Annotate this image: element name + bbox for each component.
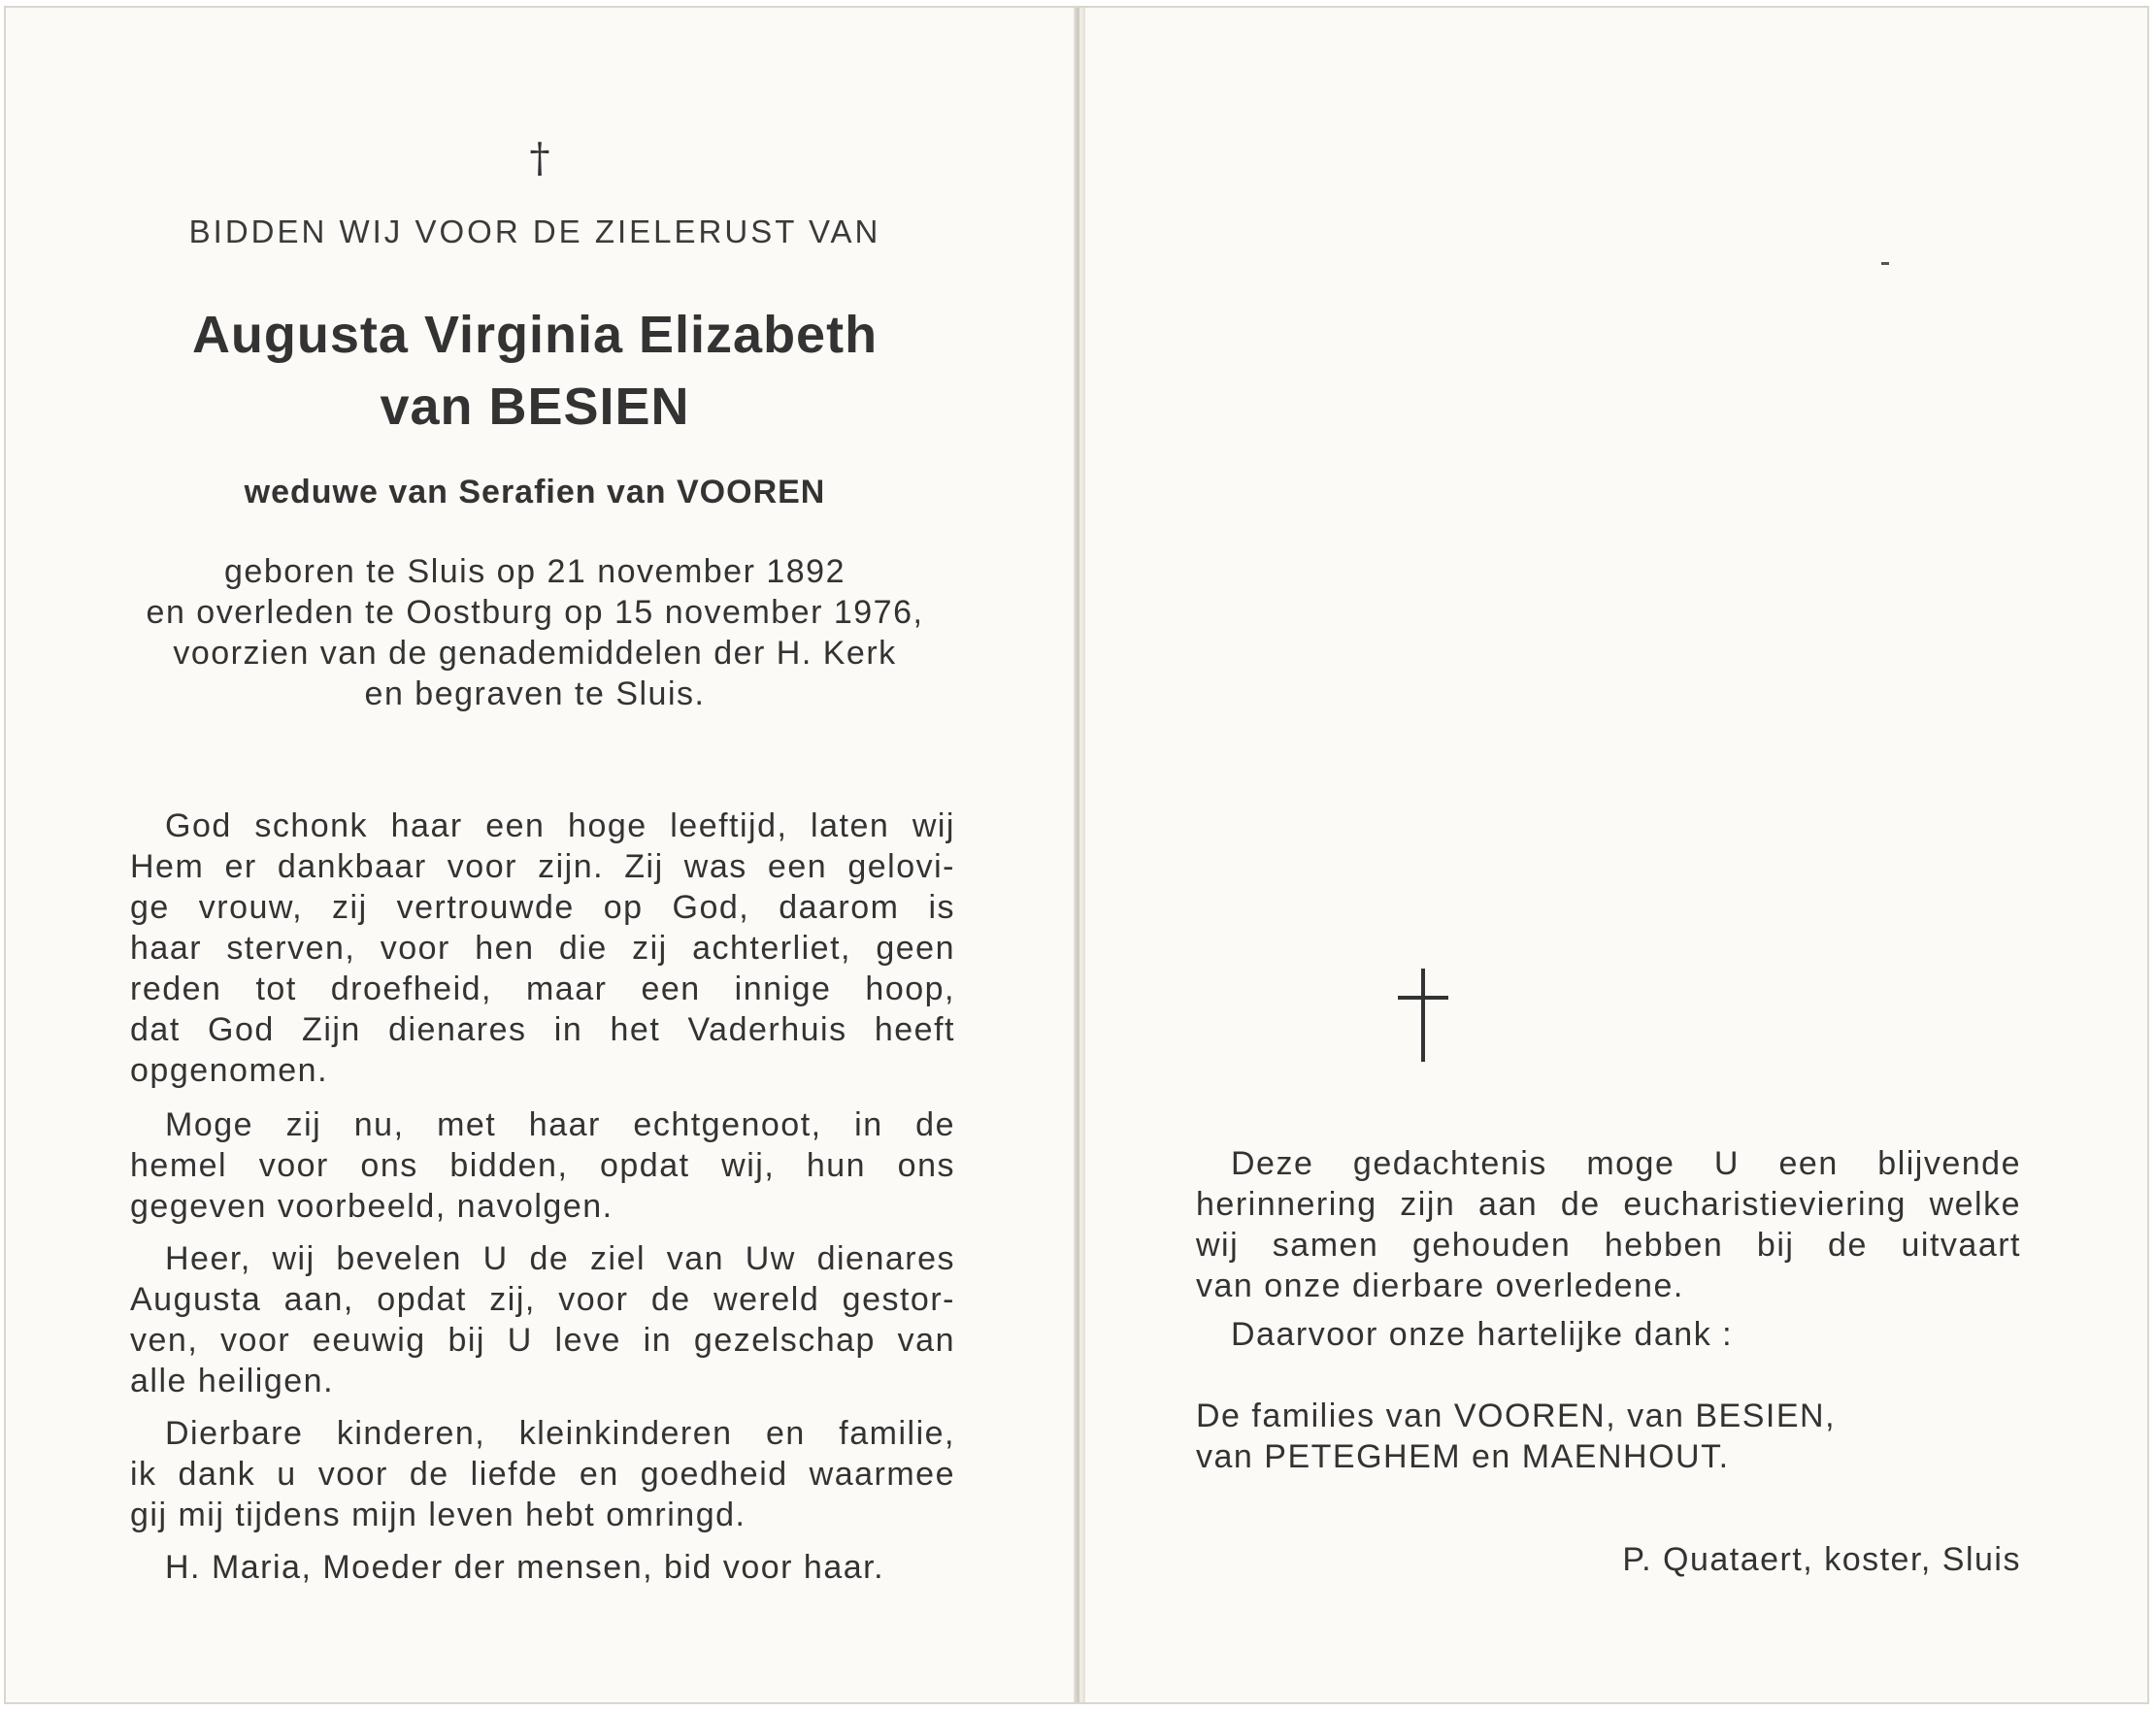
- text-line: haar sterven, voor hen die zij achterliet, geen: [130, 930, 955, 967]
- left-panel: [6, 8, 1072, 1702]
- text-line: De families van VOOREN, van BESIEN,: [1196, 1398, 1837, 1434]
- text-line: H. Maria, Moeder der mensen, bid voor haar.: [165, 1549, 885, 1586]
- paragraph-leeftijd: [130, 806, 955, 1091]
- card-fold: [1074, 8, 1085, 1702]
- paragraph-heer: [130, 1238, 955, 1401]
- print-speck: [1881, 262, 1889, 265]
- text-line: opgenomen.: [130, 1052, 329, 1089]
- text-line: hemel voor ons bidden, opdat wij, hun ons: [130, 1147, 955, 1184]
- life-details: [103, 551, 967, 714]
- text-line: alle heiligen.: [130, 1363, 335, 1399]
- text-line: van PETEGHEM en MAENHOUT.: [1196, 1438, 1730, 1475]
- text-line: wij samen gehouden hebben bij de uitvaart: [1196, 1227, 2021, 1264]
- text-line: van onze dierbare overledene.: [1196, 1267, 1684, 1304]
- life-details-line: voorzien van de genademiddelen der H. Kerk: [173, 635, 897, 672]
- right-panel: [1085, 8, 2149, 1702]
- text-line: Moge zij nu, met haar echtgenoot, in de: [165, 1106, 955, 1143]
- printer-signature: P. Quataert, koster, Sluis: [1622, 1541, 2021, 1578]
- text-line: ge vrouw, zij vertrouwde op God, daarom is: [130, 889, 955, 926]
- text-line: Augusta aan, opdat zij, voor de wereld gestor-: [130, 1281, 955, 1318]
- memorial-card: [4, 6, 2149, 1704]
- text-line: dat God Zijn dienares in het Vaderhuis heeft: [130, 1011, 955, 1048]
- thanks-line: [1196, 1314, 2021, 1355]
- text-line: ven, voor eeuwig bij U leve in gezelschap van: [130, 1322, 955, 1359]
- widow-of-line: weduwe van Serafien van VOOREN: [244, 474, 826, 510]
- text-line: God schonk haar een hoge leeftijd, laten wij: [165, 807, 955, 844]
- text-line: ik dank u voor de liefde en goedheid waarmee: [130, 1456, 955, 1493]
- paragraph-kinderen: [130, 1413, 955, 1535]
- life-details-line: geboren te Sluis op 21 november 1892: [224, 553, 846, 590]
- text-line: gegeven voorbeeld, navolgen.: [130, 1188, 614, 1225]
- paragraph-echtgenoot: [130, 1104, 955, 1227]
- text-line: Hem er dankbaar voor zijn. Zij was een gelovi-: [130, 848, 955, 885]
- closing-prayer: [130, 1547, 955, 1588]
- remembrance-text: [1196, 1143, 2021, 1306]
- text-line: herinnering zijn aan de eucharistieviering welke: [1196, 1186, 2021, 1223]
- deceased-name: [122, 299, 947, 443]
- life-details-line: en begraven te Sluis.: [364, 675, 706, 712]
- small-cross-icon: †: [529, 134, 550, 181]
- deceased-name-line-2: van BESIEN: [380, 378, 690, 436]
- text-line: Deze gedachtenis moge U een blijvende: [1231, 1145, 2021, 1182]
- families-list: [1196, 1396, 2021, 1477]
- text-line: Daarvoor onze hartelijke dank :: [1231, 1316, 1734, 1353]
- text-line: reden tot droefheid, maar een innige hoop,: [130, 971, 955, 1007]
- text-line: Heer, wij bevelen U de ziel van Uw dienares: [165, 1240, 955, 1277]
- deceased-name-line-1: Augusta Virginia Elizabeth: [191, 306, 879, 364]
- prayer-heading: BIDDEN WIJ VOOR DE ZIELERUST VAN: [188, 214, 881, 249]
- large-cross-icon: [1394, 969, 1452, 1066]
- text-line: Dierbare kinderen, kleinkinderen en familie,: [165, 1415, 955, 1452]
- life-details-line: en overleden te Oostburg op 15 november 1976,: [146, 594, 924, 631]
- text-line: gij mij tijdens mijn leven hebt omringd.: [130, 1497, 746, 1533]
